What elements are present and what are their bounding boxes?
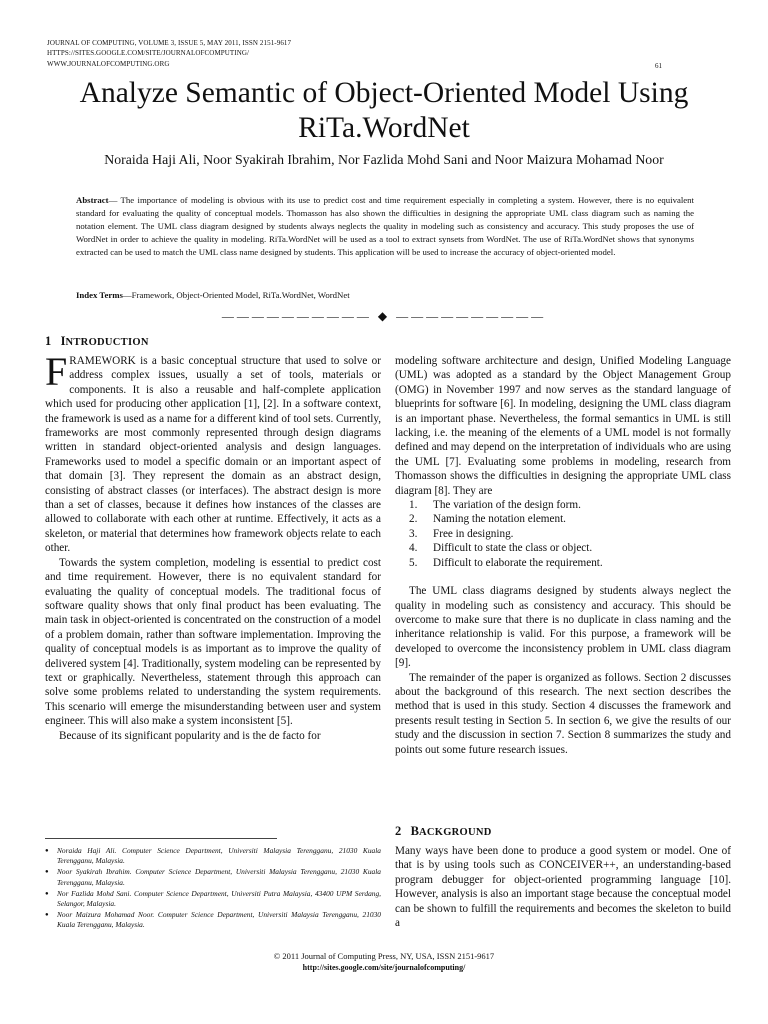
intro-paragraph-6: The remainder of the paper is organized as follows. Section 2 discusses about the background of this research. The next section describes the method that is used in this study. Section 4 discusses the framework and presents result testing in Section 5. In section 6, we give the results of our study and the discussion in section 7. Section 8 summarizes the study and points out some future research issues. (395, 671, 731, 756)
footnote-rule (45, 838, 277, 839)
footnote-item: ● Noor Maizura Mohamad Noor. Computer Science Department, Universiti Malaysia Terengganu, 21030 Kuala Terengganu, Malaysia. (45, 910, 381, 930)
intro-paragraph-1 (45, 349, 381, 556)
intro-paragraph-3: Because of its significant popularity and is the de facto for (59, 729, 321, 742)
intro-paragraph-5: The UML class diagrams designed by students always neglect the quality in modeling such as consistency and accuracy. This should be overcome to make sure that there is no duplicate in class naming and the inheritance relationship is valid. For this purpose, a framework will be developed to overcome the inconsistency problem in UML class diagram [9]. (395, 585, 731, 670)
footnote-item: ● Nor Fazlida Mohd Sani. Computer Science Department, Universiti Putra Malaysia, 43400 UPM Serdang, Selangor, Malaysia. (45, 888, 381, 909)
page-number: 61 (655, 62, 662, 70)
intro-paragraph-4: modeling software architecture and design, Unified Modeling Language (UML) was adopted as a standard by the Object Management Group (OMG) in November 1997 and now serves as the standard language of blueprints for software [6]. In modeling, designing the UML class diagram is an important phase. Nevertheless, the formal semantics in UML is still lacking, i.e. the meaning of the elements of a UML model is not formally defined and may depend on the interpretation of individuals who are using the UML [7]. Evaluating some problems in modeling, research from Thomasson shows the difficulties in designing the appropriate UML class diagram [8]. They are (395, 355, 731, 497)
author-list: Noraida Haji Ali, Noor Syakirah Ibrahim, Nor Fazlida Mohd Sani and Noor Maizura Mohamad Noor (104, 152, 664, 167)
title-line-1: Analyze Semantic of Object-Oriented Model Using (79, 77, 689, 109)
intro-paragraph-2: Towards the system completion, modeling is essential to predict cost and time requirement. However, there is no equivalent standard for evaluating the quality of conceptual models. The traditional focus of software quality shows that only final product has been evaluating. The main task in object-oriented is concentrated on the construction of a model of a problem domain, rather than software implementation. Improving the quality of conceptual models is as important as to improve the quality of delivered system [4]. Traditionally, system modeling can be represented by text or graphically. Nevertheless, statement through this approach can solve some problems related to understanding the system requirements. This scenario will emerge the misunderstanding between user and system engineer. This will also make a system inconsistent [5]. (45, 556, 381, 728)
journal-url-1[interactable]: HTTPS://SITES.GOOGLE.COM/SITE/JOURNALOFCOMPUTING/ (47, 49, 250, 58)
footer-url[interactable]: http://sites.google.com/site/journalofcomputing/ (302, 963, 466, 972)
author-affiliations (45, 846, 381, 932)
section-2-number: 2 (395, 824, 402, 838)
journal-url-2[interactable]: WWW.JOURNALOFCOMPUTING.ORG (47, 59, 170, 68)
list-item: 2. Naming the notation element. (409, 513, 566, 526)
index-terms-label: Index Terms (76, 290, 123, 300)
intro-paragraph-1-text: is a basic conceptual structure that used to solve or address complex issues, usually a set of tools, materials or components. It is also a reusable and half-complete application which used for producing other application [1], [2]. In a software context, the framework is used as a name for a different kind of tool sets. Currently, frameworks are most commonly represented through design diagrams written in standard object-oriented analysis and design languages. Frameworks used to model a specific domain or an important aspect of that domain [3]. They represent the domain as an abstract design, consisting of abstract classes (or interfaces). The abstract design is more than a set of classes, because it defines how instances of the classes are allowed to collaborate with each other at runtime. Effectively, it acts as a skeleton, or material that determines how framework objects relate to each other. (45, 355, 381, 555)
drop-cap: F (45, 349, 68, 394)
page-footer (0, 950, 768, 974)
list-item: 1. The variation of the design form. (409, 499, 581, 512)
section-1-title-rest: NTRODUCTION (65, 337, 149, 348)
section-1-number: 1 (45, 334, 52, 348)
section-1-title-first: I (60, 334, 66, 348)
right-column (395, 354, 731, 757)
abstract-label: Abstract (76, 195, 109, 205)
footnote-item: ● Noraida Haji Ali. Computer Science Department, Universiti Malaysia Terengganu, 21030 Kuala Terengganu, Malaysia. (45, 846, 381, 866)
index-terms-text: —Framework, Object-Oriented Model, RiTa.WordNet, WordNet (122, 290, 350, 300)
journal-line: JOURNAL OF COMPUTING, VOLUME 3, ISSUE 5, MAY 2011, ISSN 2151-9617 (47, 39, 292, 47)
list-item: 3. Free in designing. (409, 527, 514, 540)
left-column (45, 349, 381, 743)
running-header (47, 38, 677, 69)
background-paragraph-1: Many ways have been done to produce a good system or model. One of that is by using tools such as CONCEIVER++, an understanding-based program debugger for object-oriented programming language [10]. However, analysis is also an important stage because the conceptual model can be shown to fulfill the requirements and becomes the skeleton to build a (395, 845, 731, 930)
footer-copyright: © 2011 Journal of Computing Press, NY, USA, ISSN 2151-9617 (273, 951, 495, 961)
abstract (76, 194, 694, 259)
index-terms (76, 290, 694, 300)
list-item: 4. Difficult to state the class or object. (409, 542, 593, 555)
title-line-2: RiTa.WordNet (298, 112, 470, 144)
section-1-heading (45, 334, 149, 349)
footnote-item: ● Noor Syakirah Ibrahim. Computer Science Department, Universiti Malaysia Terengganu, 21030 Kuala Terengganu, Malaysia. (45, 867, 381, 887)
paper-title (40, 76, 728, 146)
section-divider: —————————— ◆ —————————— (221, 309, 547, 323)
background-column (395, 844, 731, 930)
difficulty-list (395, 498, 731, 570)
section-2-title-first: B (410, 824, 419, 838)
lead-word: RAMEWORK (69, 355, 136, 367)
section-2-title-rest: ACKGROUND (418, 827, 492, 838)
abstract-text: — The importance of modeling is obvious with its use to predict cost and time requirement especially in completing a system. However, there is no equivalent standard for evaluating the quality of conceptual models. Thomasson has also shown the difficulties in designing the appropriate UML class diagram such as naming the notation element. The UML class diagram designed by students always neglects the quality in modeling such as consistency and accuracy. This study proposes the use of WordNet in order to achieve the quality in modeling. RiTa.WordNet will be used as a tool to extract synsets from WordNet. The use of RiTa.WordNet shows that synonyms extracted can be used to match the UML class name designed by students. This application will be used to increase the accuracy of object-oriented model. (76, 195, 694, 258)
list-item: 5. Difficult to elaborate the requirement. (409, 556, 603, 569)
section-2-heading (395, 824, 492, 839)
